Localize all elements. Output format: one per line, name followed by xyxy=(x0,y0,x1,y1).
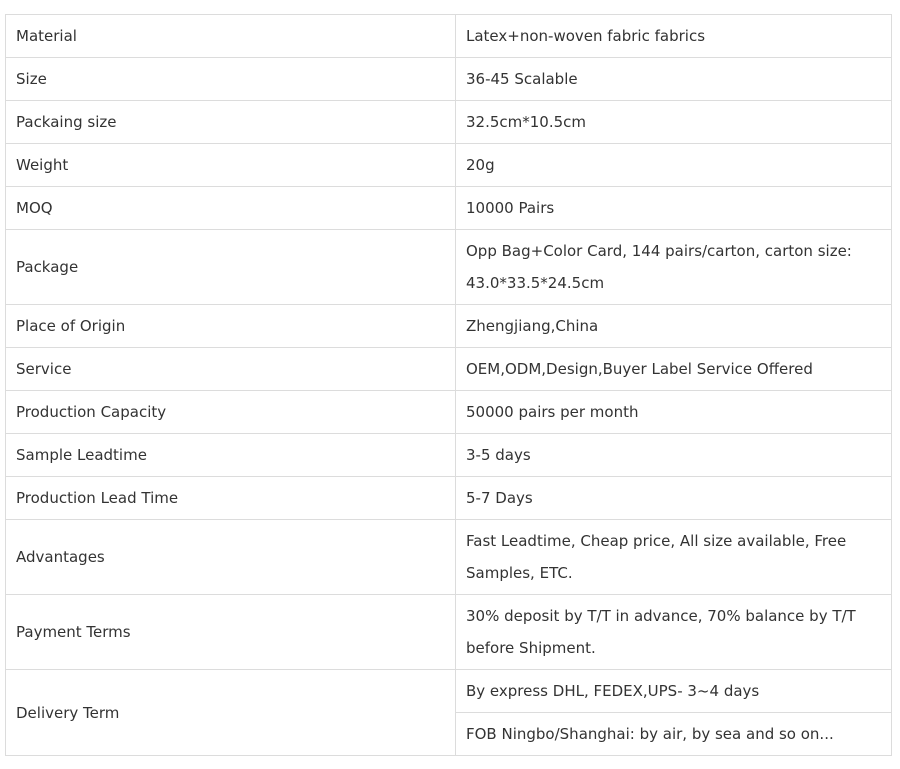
table-row xyxy=(6,230,892,305)
delivery-term-label: Delivery Term xyxy=(6,670,456,756)
table-row xyxy=(6,101,892,144)
table-row xyxy=(6,391,892,434)
table-row xyxy=(6,58,892,101)
row-label: Service xyxy=(6,348,456,391)
row-label: Production Lead Time xyxy=(6,477,456,520)
delivery-term-value: FOB Ningbo/Shanghai: by air, by sea and so on... xyxy=(456,713,892,756)
row-value: 36-45 Scalable xyxy=(456,58,892,101)
table-row xyxy=(6,187,892,230)
table-row xyxy=(6,305,892,348)
spec-table xyxy=(5,14,892,756)
table-row xyxy=(6,595,892,670)
row-label: Weight xyxy=(6,144,456,187)
row-value: 50000 pairs per month xyxy=(456,391,892,434)
row-value: 3-5 days xyxy=(456,434,892,477)
table-row xyxy=(6,477,892,520)
row-value: 20g xyxy=(456,144,892,187)
row-value: Zhengjiang,China xyxy=(456,305,892,348)
row-label: Size xyxy=(6,58,456,101)
row-label: MOQ xyxy=(6,187,456,230)
table-row xyxy=(6,144,892,187)
row-value: Fast Leadtime, Cheap price, All size available, Free Samples, ETC. xyxy=(456,520,892,595)
row-label: Advantages xyxy=(6,520,456,595)
row-value: 5-7 Days xyxy=(456,477,892,520)
row-value: Opp Bag+Color Card, 144 pairs/carton, carton size: 43.0*33.5*24.5cm xyxy=(456,230,892,305)
row-value: 10000 Pairs xyxy=(456,187,892,230)
delivery-term-value: By express DHL, FEDEX,UPS- 3~4 days xyxy=(456,670,892,713)
row-label: Place of Origin xyxy=(6,305,456,348)
row-label: Package xyxy=(6,230,456,305)
table-row xyxy=(6,520,892,595)
table-row-delivery xyxy=(6,670,892,713)
row-label: Payment Terms xyxy=(6,595,456,670)
table-row xyxy=(6,348,892,391)
row-value: OEM,ODM,Design,Buyer Label Service Offered xyxy=(456,348,892,391)
table-row xyxy=(6,15,892,58)
row-label: Material xyxy=(6,15,456,58)
row-label: Sample Leadtime xyxy=(6,434,456,477)
row-value: 32.5cm*10.5cm xyxy=(456,101,892,144)
spec-table-body xyxy=(6,15,892,756)
row-value: Latex+non-woven fabric fabrics xyxy=(456,15,892,58)
row-value: 30% deposit by T/T in advance, 70% balance by T/T before Shipment. xyxy=(456,595,892,670)
row-label: Production Capacity xyxy=(6,391,456,434)
table-row xyxy=(6,434,892,477)
row-label: Packaing size xyxy=(6,101,456,144)
